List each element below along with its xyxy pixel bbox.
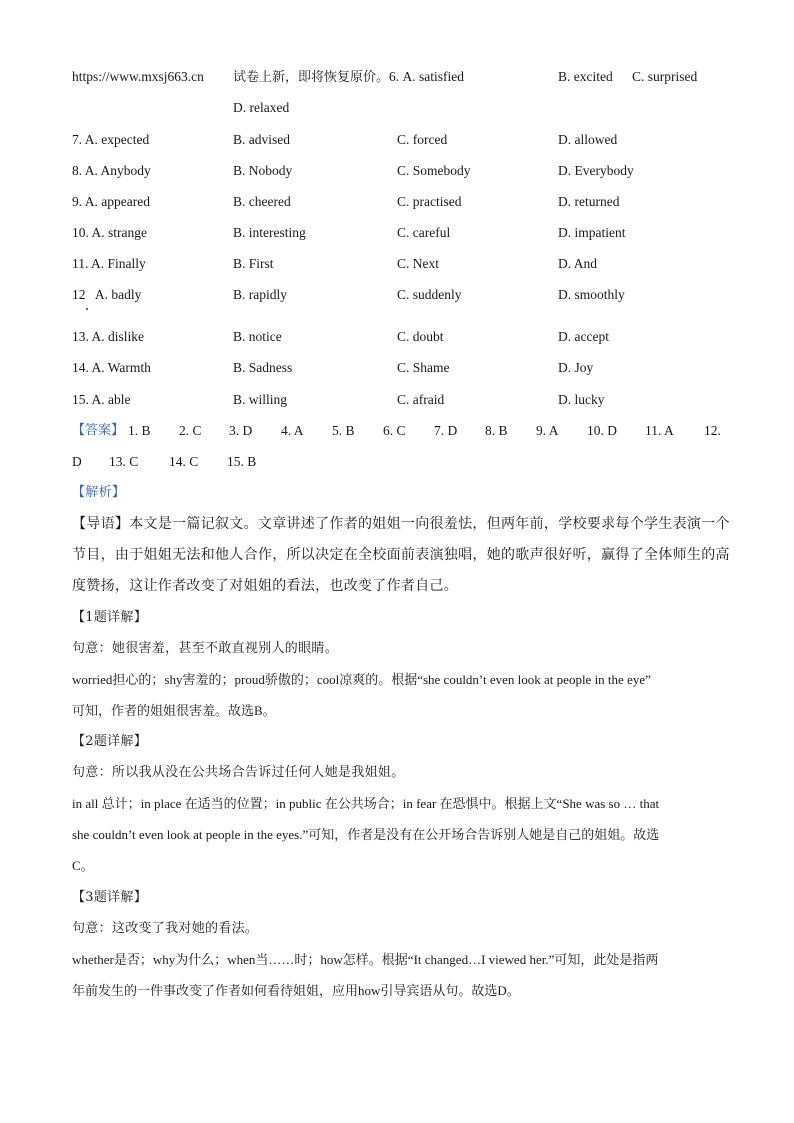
answer-item: 15. B xyxy=(227,454,257,469)
option-c: C. doubt xyxy=(397,329,444,344)
option-a: 12 A. badly xyxy=(72,287,142,302)
answer-item: 14. C xyxy=(169,454,199,469)
explanation-line: C。 xyxy=(72,858,94,873)
option-a: 14. A. Warmth xyxy=(72,360,151,375)
answer-item: 12. xyxy=(704,423,721,438)
section-title: 【2题详解】 xyxy=(72,734,148,749)
answer-item: 8. B xyxy=(485,423,508,438)
option-d: D. impatient xyxy=(558,225,626,240)
sentence-meaning: 句意：她很害羞，甚至不敢直视别人的眼睛。 xyxy=(72,641,339,656)
option-d: D. Everybody xyxy=(558,163,634,178)
answer-label: 【答案】 xyxy=(72,423,125,438)
option-b: B. advised xyxy=(233,132,290,147)
notice-text: 试卷上新，即将恢复原价。 xyxy=(233,70,390,85)
option-c: C. careful xyxy=(397,225,451,240)
sentence-meaning: 句意：这改变了我对她的看法。 xyxy=(72,921,259,936)
option-b: B. First xyxy=(233,256,274,271)
option-d: D. lucky xyxy=(558,392,605,407)
guide-line: 【导语】本文是一篇记叙文。文章讲述了作者的姐姐一向很羞怯，但两年前，学校要求每个学生表演一个 xyxy=(72,516,730,532)
answer-item: 7. D xyxy=(434,423,458,438)
option-b: B. Sadness xyxy=(233,360,293,375)
answer-item: 9. A xyxy=(536,423,559,438)
stray-dot xyxy=(86,308,88,310)
option-c: C. Somebody xyxy=(397,163,471,178)
option-b: B. Nobody xyxy=(233,163,293,178)
option-c: C. Shame xyxy=(397,360,450,375)
source-url: https://www.mxsj663.cn xyxy=(72,69,204,84)
answer-item: 1. B xyxy=(128,423,151,438)
option-c: C. Next xyxy=(397,256,439,271)
answer-item: 4. A xyxy=(281,423,304,438)
option-b: B. notice xyxy=(233,329,282,344)
option-b: B. rapidly xyxy=(233,287,287,302)
option-d: D. allowed xyxy=(558,132,618,147)
option-b: B. excited xyxy=(558,69,613,84)
option-b: B. interesting xyxy=(233,225,306,240)
section-title: 【1题详解】 xyxy=(72,610,148,625)
answer-item: 10. D xyxy=(587,423,617,438)
option-a: 9. A. appeared xyxy=(72,194,150,209)
option-d: D. And xyxy=(558,256,598,271)
row-6 xyxy=(233,69,464,86)
answer-item: 5. B xyxy=(332,423,355,438)
option-a: 6. A. satisfied xyxy=(389,69,465,84)
option-c: C. surprised xyxy=(632,69,698,84)
explanation-line: worried担心的；shy害羞的；proud骄傲的；cool凉爽的。根据“she couldn’t even look at people in the eye” xyxy=(72,672,651,687)
option-a: 15. A. able xyxy=(72,392,131,407)
option-c: C. afraid xyxy=(397,392,445,407)
option-b: B. willing xyxy=(233,392,288,407)
option-a: 11. A. Finally xyxy=(72,256,146,271)
option-c: C. suddenly xyxy=(397,287,462,302)
explanation-line: she couldn’t even look at people in the eyes.”可知，作者是没有在公开场合告诉别人她是自己的姐姐。故选 xyxy=(72,827,660,842)
option-a: 8. A. Anybody xyxy=(72,163,151,178)
answer-item: 3. D xyxy=(229,423,253,438)
answer-item: D xyxy=(72,454,82,469)
explanation-line: 年前发生的一件事改变了作者如何看待姐姐，应用how引导宾语从句。故选D。 xyxy=(72,983,520,998)
option-a: 7. A. expected xyxy=(72,132,150,147)
answer-item: 13. C xyxy=(109,454,139,469)
option-b: B. cheered xyxy=(233,194,291,209)
explanation-line: 可知，作者的姐姐很害羞。故选B。 xyxy=(72,703,276,718)
explanation-line: whether是否；why为什么；when当……时；how怎样。根据“It changed…I viewed her.”可知，此处是指两 xyxy=(72,952,659,967)
option-a: 10. A. strange xyxy=(72,225,147,240)
explanation-line: in all 总计；in place 在适当的位置；in public 在公共场合；in fear 在恐惧中。根据上文“She was so … that xyxy=(72,796,660,811)
option-d: D. returned xyxy=(558,194,620,209)
section-title: 【3题详解】 xyxy=(72,890,148,905)
option-c: C. practised xyxy=(397,194,462,209)
sentence-meaning: 句意：所以我从没在公共场合告诉过任何人她是我姐姐。 xyxy=(72,765,405,780)
guide-line: 度赞扬，这让作者改变了对姐姐的看法，也改变了作者自己。 xyxy=(72,578,459,594)
answer-item: 2. C xyxy=(179,423,202,438)
option-a: 13. A. dislike xyxy=(72,329,145,344)
option-d: D. accept xyxy=(558,329,609,344)
option-d: D. Joy xyxy=(558,360,594,375)
option-c: C. forced xyxy=(397,132,448,147)
guide-line: 节目，由于姐姐无法和他人合作，所以决定在全校面前表演独唱，她的歌声很好听，赢得了全体师生的高 xyxy=(72,547,730,563)
option-d: D. relaxed xyxy=(233,100,290,115)
analysis-label: 【解析】 xyxy=(72,485,126,500)
answer-item: 11. A xyxy=(645,423,674,438)
option-d: D. smoothly xyxy=(558,287,625,302)
answer-item: 6. C xyxy=(383,423,406,438)
